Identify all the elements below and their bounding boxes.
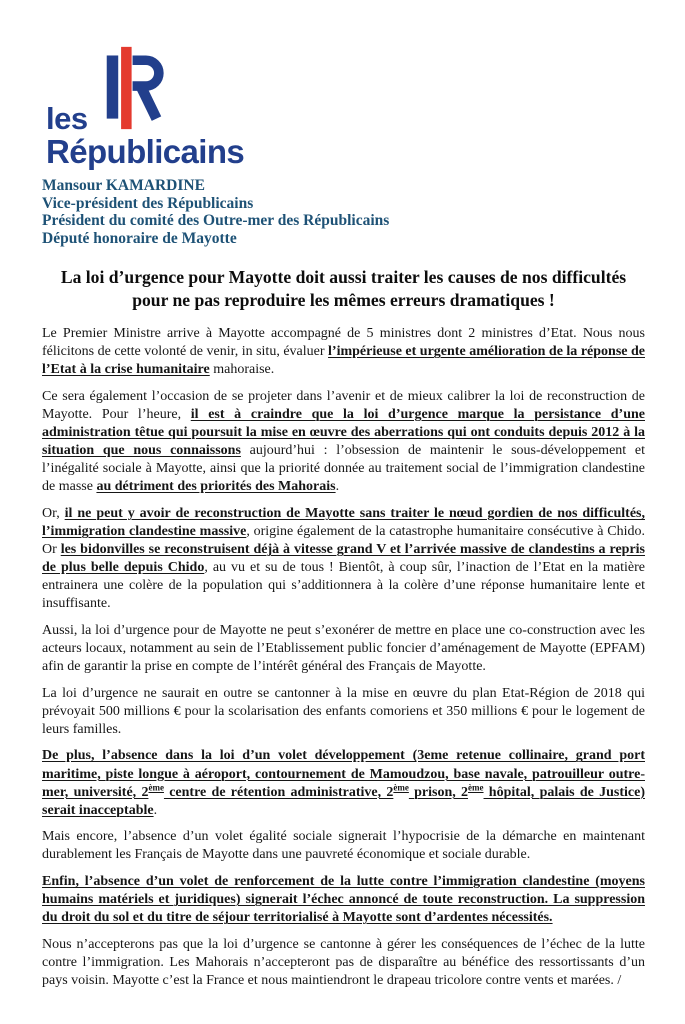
- document-title: La loi d’urgence pour Mayotte doit aussi traiter les causes de nos difficultés pour ne pas reproduire les mêmes erreurs dramatiques !: [60, 267, 627, 310]
- letterhead: [42, 44, 645, 247]
- emphasized-text: les bidonvilles se reconstruisent déjà à vitesse grand V et l’arrivée massive de clandestins a repris de plus belle depuis Chido: [42, 542, 645, 576]
- emphasized-text: prison, 2: [408, 784, 469, 800]
- author-block: [42, 177, 645, 247]
- emphasized-text: hôpital, palais de Justice) serait inacceptable: [42, 784, 645, 818]
- lr-monogram-icon: [93, 44, 175, 132]
- emphasized-text: centre de rétention administrative, 2: [163, 784, 394, 800]
- body-text: mahoraise.: [209, 362, 275, 378]
- paragraph: [42, 388, 645, 497]
- logo-republicains-text: Républicains: [46, 133, 245, 170]
- body-text: Nous n’accepterons pas que la loi d’urgence se cantonne à gérer les conséquences de l’échec de la lutte contre l’immigration. Les Mahorais n’accepteront pas de disparaître au bénéfice des ressortissants d’un pays voisin. Mayotte c’est la France et nous maintiendront le drapeau tricolore contre vents et marées. /: [42, 936, 645, 988]
- author-name: Mansour KAMARDINE: [42, 177, 205, 194]
- author-role-vice-president: Vice-président des Républicains: [42, 194, 254, 212]
- emphasized-text: De plus, l’absence dans la loi d’un volet développement (3eme retenue collinaire, grand port maritime, piste longue à aéroport, contournement de Mamoudzou, base navale, patrouilleur outre-mer, université, 2: [42, 748, 645, 800]
- body-text: , au vu et su de tous ! Bientôt, à coup sûr, l’inaction de l’Etat en la matière entrainera une colère de la population qui s’additionnera à la colère d’une réponse humanitaire lente et insuffisante.: [42, 560, 645, 612]
- logo-top-row: [46, 44, 645, 136]
- logo-les-text: les: [46, 100, 88, 136]
- emphasized-text: Enfin, l’absence d’un volet de renforcement de la lutte contre l’immigration clandestine (moyens humains matériels et juridiques) signerait l’échec annoncé de toute reconstruction. La suppression du droit du sol et du titre de séjour territorialisé à Mayotte sont d’ardentes nécessités.: [42, 874, 645, 926]
- author-role-depute: Député honoraire de Mayotte: [42, 229, 237, 247]
- emphasized-text: ème: [393, 782, 409, 792]
- emphasized-text: ème: [148, 782, 164, 792]
- paragraph: [42, 873, 645, 927]
- paragraph: [42, 622, 645, 676]
- body-text: Mais encore, l’absence d’un volet égalité sociale signerait l’hypocrisie de la démarche en maintenant durablement les Français de Mayotte dans une pauvreté économique et sociale durable.: [42, 829, 645, 863]
- paragraph: [42, 685, 645, 739]
- emphasized-text: il ne peut y avoir de reconstruction de Mayotte sans traiter le nœud gordien de nos difficultés, l’immigration clandestine massive: [42, 505, 645, 539]
- emphasized-text: l’impérieuse et urgente amélioration de la réponse de l’Etat à la crise humanitaire: [42, 344, 645, 378]
- body-text: Ce sera également l’occasion de se projeter dans l’avenir et de mieux calibrer la loi de reconstruction de Mayotte. Pour l’heure,: [42, 388, 645, 422]
- paragraph: [42, 936, 645, 990]
- paragraph: [42, 505, 645, 614]
- body-text: .: [335, 479, 340, 495]
- body-text: Aussi, la loi d’urgence pour de Mayotte ne peut s’exonérer de mettre en place une co-construction avec les acteurs locaux, notamment au sein de l’Etablissement public foncier d’aménagement de Mayotte (EPFAM) afin de garantir la prise en compte de l’intérêt général des Français de Mayotte.: [42, 622, 645, 675]
- paragraph: [42, 325, 645, 379]
- body-text: .: [153, 802, 158, 818]
- body-text: Le Premier Ministre arrive à Mayotte accompagné de 5 ministres dont 2 ministres d’Etat. Nous nous félicitons de cette volonté de venir, in situ, évaluer: [42, 326, 645, 360]
- body-text: , origine également de la catastrophe humanitaire consécutive à Chido. Or: [42, 523, 645, 558]
- emphasized-text: ème: [468, 782, 484, 792]
- les-republicains-logo: [46, 44, 645, 168]
- paragraph: [42, 828, 645, 864]
- body-text: aujourd’hui : l’obsession de maintenir le sous-développement et l’inégalité sociale à Mayotte, ainsi que la priorité donnée au traitement social de l’immigration clandestine de masse: [42, 443, 645, 495]
- body-text: Or,: [42, 505, 65, 521]
- paragraph: [42, 747, 645, 819]
- body-text: La loi d’urgence ne saurait en outre se cantonner à la mise en œuvre du plan Etat-Région de 2018 qui prévoyait 500 millions € pour la scolarisation des enfants comoriens et 350 millions € pour le logement de leurs familles.: [42, 685, 645, 737]
- author-role-president-comite: Président du comité des Outre-mer des Républicains: [42, 212, 390, 229]
- document-body: [42, 325, 645, 990]
- emphasized-text: il est à craindre que la loi d’urgence marque la persistance d’une administration têtue qui poursuit la mise en œuvre des aberrations qui ont conduits depuis 2012 à la situation que nous connaissons: [42, 406, 645, 459]
- emphasized-text: au détriment des priorités des Mahorais: [96, 479, 336, 495]
